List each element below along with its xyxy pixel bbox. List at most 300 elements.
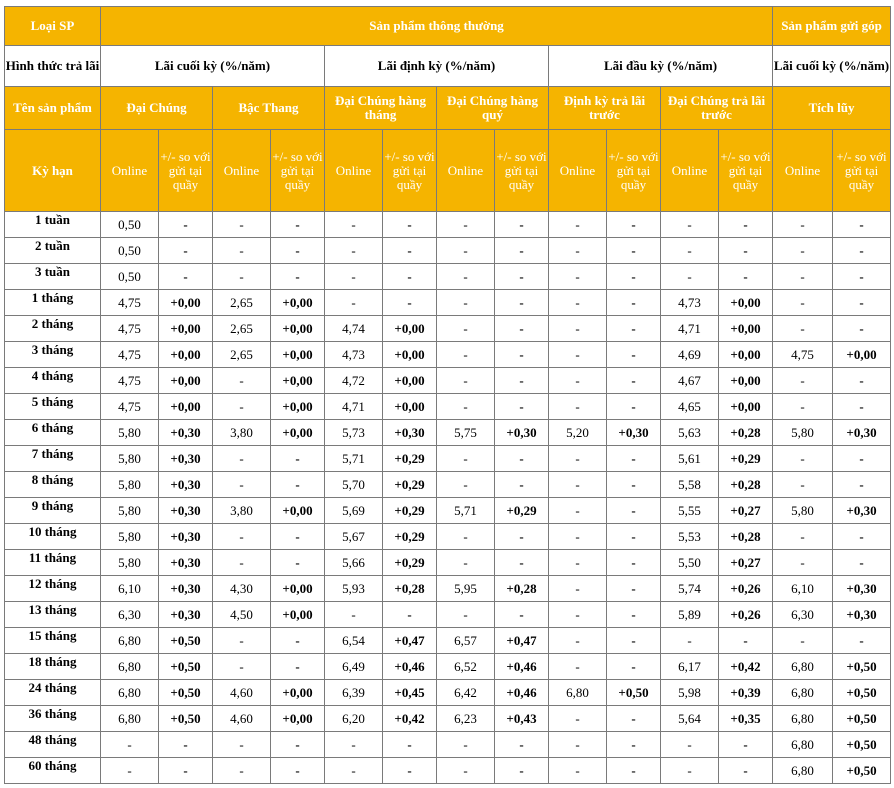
table-row (5, 550, 891, 576)
term-label: 2 tuần (5, 238, 101, 264)
rate-cell: 4,75 (101, 394, 159, 420)
delta-cell: - (159, 238, 213, 264)
delta-cell: - (833, 368, 891, 394)
table-row (5, 654, 891, 680)
delta-cell: - (271, 550, 325, 576)
rate-cell: - (437, 524, 495, 550)
delta-column-header: +/- so với gửi tại quầy (833, 130, 891, 212)
product-dinh-ky-tra-lai-truoc: Định kỳ trả lãi trước (549, 87, 661, 130)
delta-cell: +0,30 (159, 420, 213, 446)
delta-cell: - (607, 238, 661, 264)
table-row (5, 290, 891, 316)
rate-cell: - (437, 446, 495, 472)
term-label: 12 tháng (5, 576, 101, 602)
delta-cell: +0,30 (159, 524, 213, 550)
delta-cell: +0,50 (833, 732, 891, 758)
rate-cell: 5,80 (101, 420, 159, 446)
rate-cell: - (549, 550, 607, 576)
rate-cell: - (325, 290, 383, 316)
rate-cell: - (213, 212, 271, 238)
rate-cell: 4,50 (213, 602, 271, 628)
rate-cell: 5,69 (325, 498, 383, 524)
rate-cell: 4,75 (101, 290, 159, 316)
table-row (5, 420, 891, 446)
delta-cell: - (271, 238, 325, 264)
delta-cell: - (495, 212, 549, 238)
delta-cell: +0,00 (271, 368, 325, 394)
delta-cell: +0,50 (607, 680, 661, 706)
delta-cell: +0,35 (719, 706, 773, 732)
delta-cell: +0,00 (719, 394, 773, 420)
delta-cell: - (607, 758, 661, 784)
delta-cell: +0,42 (383, 706, 437, 732)
delta-cell: +0,27 (719, 550, 773, 576)
table-row (5, 238, 891, 264)
rate-cell: 5,74 (661, 576, 719, 602)
rate-cell: - (773, 316, 833, 342)
rate-cell: - (549, 628, 607, 654)
rate-cell: 5,80 (101, 524, 159, 550)
online-column-header: Online (325, 130, 383, 212)
rate-cell: 6,80 (773, 706, 833, 732)
rate-cell: - (213, 472, 271, 498)
ky-han-label: Kỳ hạn (5, 130, 101, 212)
delta-cell: - (159, 212, 213, 238)
term-label: 8 tháng (5, 472, 101, 498)
delta-cell: - (607, 628, 661, 654)
table-row (5, 706, 891, 732)
rate-cell: - (773, 238, 833, 264)
delta-cell: +0,00 (719, 316, 773, 342)
delta-column-header: +/- so với gửi tại quầy (719, 130, 773, 212)
delta-cell: +0,00 (383, 368, 437, 394)
rate-cell: 5,58 (661, 472, 719, 498)
term-label: 3 tháng (5, 342, 101, 368)
delta-cell: - (383, 602, 437, 628)
table-row (5, 316, 891, 342)
delta-cell: +0,50 (833, 654, 891, 680)
delta-cell: +0,50 (159, 706, 213, 732)
rate-cell: 6,80 (101, 654, 159, 680)
rate-cell: 3,80 (213, 498, 271, 524)
delta-cell: +0,00 (271, 420, 325, 446)
rate-cell: - (549, 732, 607, 758)
rate-cell: - (437, 602, 495, 628)
delta-cell: - (495, 290, 549, 316)
product-bac-thang: Bậc Thang (213, 87, 325, 130)
delta-cell: - (607, 524, 661, 550)
lai-dau-ky-header: Lãi đầu kỳ (%/năm) (549, 46, 773, 87)
rate-cell: 5,20 (549, 420, 607, 446)
product-tich-luy: Tích lũy (773, 87, 891, 130)
rate-cell: - (773, 394, 833, 420)
product-dai-chung-hang-quy: Đại Chúng hàng quý (437, 87, 549, 130)
delta-cell: - (495, 550, 549, 576)
delta-cell: - (607, 576, 661, 602)
delta-cell: - (495, 524, 549, 550)
delta-cell: - (495, 264, 549, 290)
rate-cell: 4,71 (661, 316, 719, 342)
rate-cell: - (549, 264, 607, 290)
term-label: 5 tháng (5, 394, 101, 420)
rate-cell: 5,80 (101, 472, 159, 498)
rate-cell: - (437, 264, 495, 290)
hinh-thuc-tra-lai-label: Hình thức trả lãi (5, 46, 101, 87)
rate-cell: - (437, 394, 495, 420)
delta-cell: +0,28 (719, 524, 773, 550)
delta-cell: +0,45 (383, 680, 437, 706)
delta-cell: - (271, 758, 325, 784)
rate-cell: 5,80 (101, 498, 159, 524)
term-label: 13 tháng (5, 602, 101, 628)
delta-cell: - (719, 238, 773, 264)
rate-cell: - (325, 732, 383, 758)
delta-cell: +0,30 (607, 420, 661, 446)
delta-cell: - (607, 498, 661, 524)
delta-cell: - (833, 394, 891, 420)
ten-san-pham-label: Tên sản phẩm (5, 87, 101, 130)
delta-cell: - (833, 472, 891, 498)
table-row (5, 446, 891, 472)
delta-cell: - (495, 758, 549, 784)
rate-cell: - (661, 732, 719, 758)
delta-cell: +0,46 (383, 654, 437, 680)
rate-cell: - (437, 290, 495, 316)
term-label: 4 tháng (5, 368, 101, 394)
delta-cell: +0,30 (833, 420, 891, 446)
rate-cell: 5,80 (101, 446, 159, 472)
rate-cell: 5,73 (325, 420, 383, 446)
rate-cell: - (549, 472, 607, 498)
table-row (5, 394, 891, 420)
delta-cell: +0,50 (833, 706, 891, 732)
delta-cell: - (495, 394, 549, 420)
delta-cell: +0,00 (159, 342, 213, 368)
rate-cell: - (213, 264, 271, 290)
delta-cell: +0,46 (495, 680, 549, 706)
rate-cell: - (213, 628, 271, 654)
online-column-header: Online (549, 130, 607, 212)
delta-cell: - (719, 212, 773, 238)
delta-cell: +0,27 (719, 498, 773, 524)
delta-cell: - (719, 732, 773, 758)
delta-cell: +0,00 (159, 316, 213, 342)
delta-cell: - (833, 212, 891, 238)
delta-cell: +0,46 (495, 654, 549, 680)
rate-cell: 5,70 (325, 472, 383, 498)
delta-cell: - (607, 654, 661, 680)
delta-cell: - (833, 238, 891, 264)
rate-table-container (4, 6, 891, 784)
delta-cell: - (383, 732, 437, 758)
san-pham-thong-thuong-header: Sản phẩm thông thường (101, 7, 773, 46)
rate-cell: - (773, 472, 833, 498)
rate-cell: 6,17 (661, 654, 719, 680)
delta-cell: - (607, 550, 661, 576)
delta-cell: +0,30 (833, 576, 891, 602)
rate-cell: - (325, 212, 383, 238)
table-row (5, 498, 891, 524)
delta-cell: - (271, 212, 325, 238)
delta-column-header: +/- so với gửi tại quầy (495, 130, 549, 212)
rate-cell: - (549, 342, 607, 368)
term-label: 24 tháng (5, 680, 101, 706)
delta-cell: - (495, 238, 549, 264)
online-column-header: Online (101, 130, 159, 212)
term-label: 2 tháng (5, 316, 101, 342)
rate-cell: 4,60 (213, 680, 271, 706)
delta-cell: +0,00 (271, 498, 325, 524)
delta-cell: - (271, 628, 325, 654)
term-label: 3 tuần (5, 264, 101, 290)
delta-cell: +0,00 (271, 342, 325, 368)
delta-cell: - (271, 524, 325, 550)
rate-cell: 5,55 (661, 498, 719, 524)
rate-cell: - (773, 524, 833, 550)
term-label: 10 tháng (5, 524, 101, 550)
rate-cell: - (549, 576, 607, 602)
rate-cell: 4,65 (661, 394, 719, 420)
delta-cell: +0,29 (383, 472, 437, 498)
rate-cell: - (213, 446, 271, 472)
rate-cell: 6,10 (773, 576, 833, 602)
rate-cell: - (325, 602, 383, 628)
rate-cell: 6,39 (325, 680, 383, 706)
rate-cell: - (213, 524, 271, 550)
delta-cell: - (607, 732, 661, 758)
delta-cell: +0,00 (159, 290, 213, 316)
rate-cell: - (661, 264, 719, 290)
rate-cell: - (773, 290, 833, 316)
rate-cell: - (213, 758, 271, 784)
rate-cell: 5,53 (661, 524, 719, 550)
delta-cell: - (607, 212, 661, 238)
delta-cell: +0,00 (271, 706, 325, 732)
term-label: 9 tháng (5, 498, 101, 524)
delta-cell: +0,50 (159, 680, 213, 706)
delta-cell: +0,29 (495, 498, 549, 524)
delta-cell: - (719, 758, 773, 784)
rate-cell: 6,20 (325, 706, 383, 732)
rate-cell: - (773, 446, 833, 472)
rate-cell: 4,75 (101, 342, 159, 368)
delta-cell: - (495, 368, 549, 394)
table-row (5, 264, 891, 290)
delta-cell: - (607, 316, 661, 342)
delta-cell: - (833, 446, 891, 472)
term-label: 15 tháng (5, 628, 101, 654)
delta-cell: +0,00 (159, 394, 213, 420)
delta-cell: +0,50 (833, 758, 891, 784)
delta-cell: - (607, 264, 661, 290)
rate-cell: 6,80 (101, 706, 159, 732)
delta-cell: - (833, 550, 891, 576)
delta-cell: +0,29 (383, 446, 437, 472)
delta-cell: +0,00 (271, 394, 325, 420)
rate-cell: 5,66 (325, 550, 383, 576)
rate-cell: - (213, 238, 271, 264)
table-row (5, 368, 891, 394)
rate-cell: 6,23 (437, 706, 495, 732)
delta-cell: +0,00 (719, 290, 773, 316)
rate-cell: 4,75 (101, 316, 159, 342)
delta-cell: +0,29 (383, 550, 437, 576)
rate-cell: 3,80 (213, 420, 271, 446)
delta-cell: - (383, 212, 437, 238)
delta-cell: +0,28 (719, 420, 773, 446)
delta-cell: - (607, 394, 661, 420)
rate-cell: - (661, 758, 719, 784)
delta-cell: +0,00 (383, 394, 437, 420)
delta-cell: +0,00 (159, 368, 213, 394)
rate-cell: 6,80 (773, 680, 833, 706)
delta-cell: - (607, 446, 661, 472)
table-row (5, 576, 891, 602)
rate-cell: - (437, 238, 495, 264)
delta-cell: +0,26 (719, 602, 773, 628)
online-column-header: Online (773, 130, 833, 212)
table-row (5, 472, 891, 498)
delta-cell: - (495, 732, 549, 758)
delta-cell: - (159, 758, 213, 784)
table-row (5, 628, 891, 654)
online-column-header: Online (437, 130, 495, 212)
delta-cell: - (833, 290, 891, 316)
delta-cell: +0,28 (383, 576, 437, 602)
online-column-header: Online (661, 130, 719, 212)
rate-cell: - (437, 758, 495, 784)
delta-cell: +0,00 (383, 342, 437, 368)
rate-cell: 0,50 (101, 264, 159, 290)
delta-cell: +0,50 (833, 680, 891, 706)
delta-cell: +0,30 (833, 498, 891, 524)
rate-cell: 0,50 (101, 212, 159, 238)
delta-cell: - (833, 316, 891, 342)
delta-cell: +0,30 (383, 420, 437, 446)
delta-cell: +0,28 (495, 576, 549, 602)
delta-cell: +0,47 (495, 628, 549, 654)
rate-cell: - (213, 732, 271, 758)
rate-cell: - (549, 368, 607, 394)
rate-cell: - (213, 368, 271, 394)
delta-cell: +0,50 (159, 654, 213, 680)
rate-cell: - (437, 368, 495, 394)
delta-cell: +0,43 (495, 706, 549, 732)
delta-cell: - (495, 472, 549, 498)
rate-cell: - (101, 732, 159, 758)
delta-cell: - (271, 446, 325, 472)
rate-cell: - (437, 342, 495, 368)
rate-cell: 2,65 (213, 290, 271, 316)
delta-cell: +0,29 (383, 498, 437, 524)
rate-cell: 5,61 (661, 446, 719, 472)
delta-cell: +0,30 (159, 576, 213, 602)
delta-cell: +0,28 (719, 472, 773, 498)
delta-cell: - (607, 706, 661, 732)
delta-cell: - (719, 628, 773, 654)
rate-cell: - (549, 290, 607, 316)
delta-column-header: +/- so với gửi tại quầy (607, 130, 661, 212)
term-label: 1 tuần (5, 212, 101, 238)
rate-cell: - (437, 472, 495, 498)
delta-cell: +0,50 (159, 628, 213, 654)
rate-cell: - (549, 394, 607, 420)
delta-cell: +0,00 (271, 316, 325, 342)
rate-cell: 4,72 (325, 368, 383, 394)
rate-cell: 4,73 (661, 290, 719, 316)
rate-cell: 6,80 (549, 680, 607, 706)
rate-cell: 4,71 (325, 394, 383, 420)
rate-cell: 5,63 (661, 420, 719, 446)
delta-cell: - (495, 342, 549, 368)
rate-cell: 0,50 (101, 238, 159, 264)
term-label: 48 tháng (5, 732, 101, 758)
rate-cell: 6,52 (437, 654, 495, 680)
term-label: 1 tháng (5, 290, 101, 316)
delta-cell: - (383, 264, 437, 290)
product-dai-chung-hang-thang: Đại Chúng hàng tháng (325, 87, 437, 130)
delta-cell: +0,47 (383, 628, 437, 654)
delta-cell: +0,30 (833, 602, 891, 628)
rate-cell: 6,49 (325, 654, 383, 680)
online-column-header: Online (213, 130, 271, 212)
delta-cell: - (383, 290, 437, 316)
delta-cell: - (383, 758, 437, 784)
delta-cell: - (607, 602, 661, 628)
delta-cell: - (833, 524, 891, 550)
rate-cell: - (661, 238, 719, 264)
rate-cell: 6,54 (325, 628, 383, 654)
delta-cell: +0,00 (719, 368, 773, 394)
rate-cell: - (661, 628, 719, 654)
delta-cell: - (607, 290, 661, 316)
delta-cell: +0,29 (383, 524, 437, 550)
rate-cell: 5,80 (773, 498, 833, 524)
term-label: 36 tháng (5, 706, 101, 732)
delta-cell: - (607, 472, 661, 498)
delta-cell: - (271, 654, 325, 680)
rate-cell: - (549, 706, 607, 732)
delta-cell: - (271, 732, 325, 758)
delta-column-header: +/- so với gửi tại quầy (271, 130, 325, 212)
delta-cell: - (159, 264, 213, 290)
rate-cell: 5,64 (661, 706, 719, 732)
rate-cell: 4,73 (325, 342, 383, 368)
rate-cell: 6,30 (773, 602, 833, 628)
table-row (5, 758, 891, 784)
rate-cell: 5,75 (437, 420, 495, 446)
delta-cell: +0,30 (159, 472, 213, 498)
rate-cell: 2,65 (213, 342, 271, 368)
rate-cell: 5,67 (325, 524, 383, 550)
rate-cell: - (549, 654, 607, 680)
rate-cell: - (549, 758, 607, 784)
rate-cell: 5,93 (325, 576, 383, 602)
rate-cell: - (773, 628, 833, 654)
product-dai-chung: Đại Chúng (101, 87, 213, 130)
rate-cell: 4,60 (213, 706, 271, 732)
table-row (5, 342, 891, 368)
delta-cell: - (719, 264, 773, 290)
rate-cell: 5,80 (773, 420, 833, 446)
delta-column-header: +/- so với gửi tại quầy (383, 130, 437, 212)
delta-cell: - (607, 342, 661, 368)
delta-cell: +0,30 (159, 550, 213, 576)
rate-cell: - (549, 446, 607, 472)
rate-cell: 5,50 (661, 550, 719, 576)
rate-cell: 6,30 (101, 602, 159, 628)
rate-cell: - (213, 394, 271, 420)
